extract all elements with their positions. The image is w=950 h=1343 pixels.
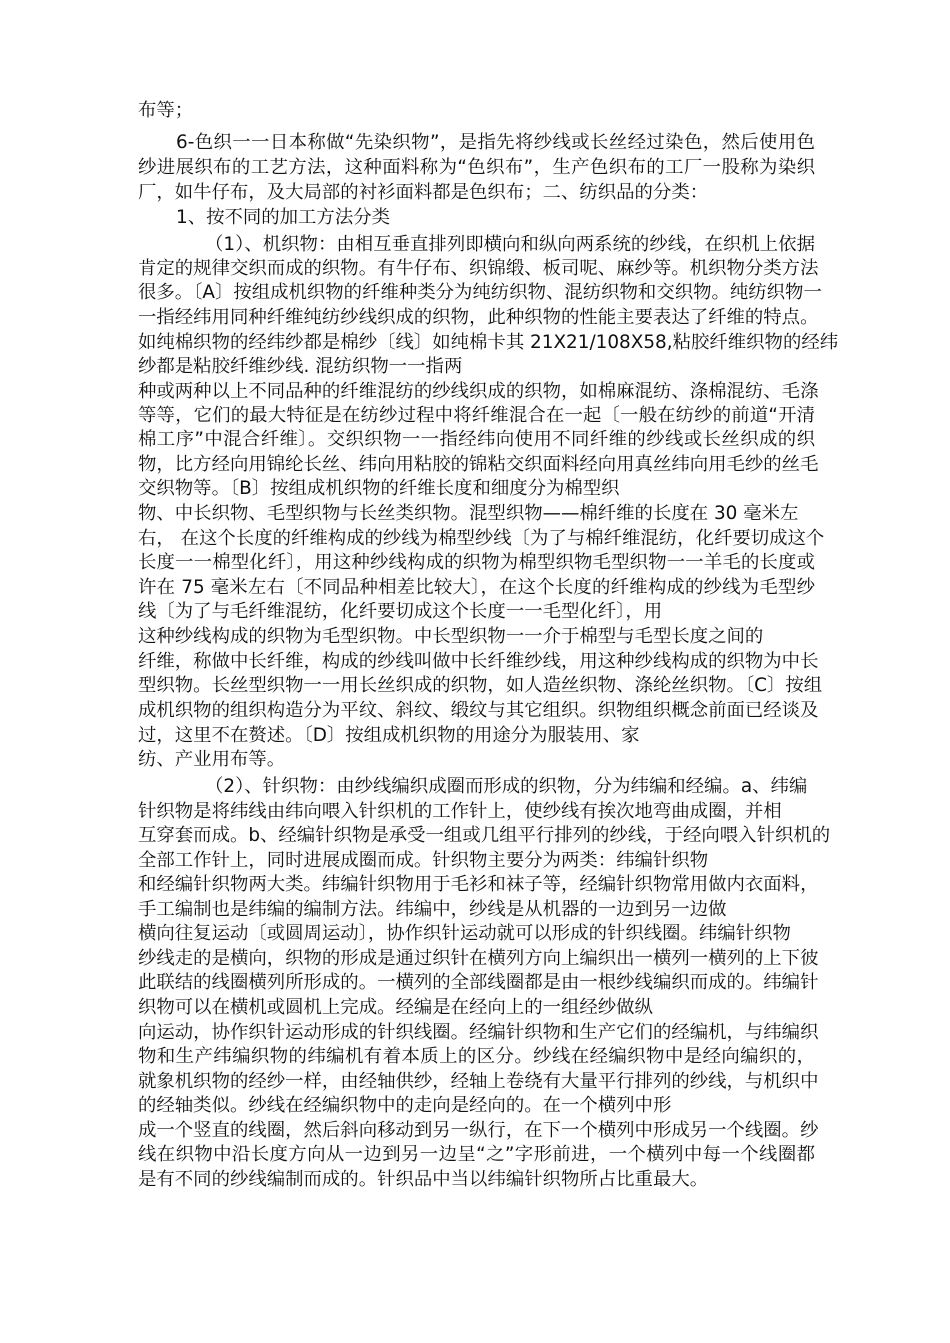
text-line: 棉工序”中混合纤维〕。交织织物一一指经纬向使用不同纤维的纱线或长丝织成的织 (138, 429, 815, 450)
text-line: 物和生产纬编织物的纬编机有着本质上的区分。纱线在经编织物中是经向编织的， (138, 1046, 815, 1067)
text-line: 横向往复运动〔或圆周运动〕，协作织针运动就可以形成的针织线圈。纬编针织物 (138, 923, 791, 944)
text-line: 等等，它们的最大特征是在纺纱过程中将纤维混合在一起〔一般在纺纱的前道“开清 (138, 405, 815, 426)
text-line: 此联结的线圈横列所形成的。一横列的全部线圈都是由一根纱线编织而成的。纬编针 (138, 972, 819, 993)
text-line: 纱都是粘胶纤维纱线. 混纺织物一一指两 (138, 356, 463, 377)
text-line: 织物可以在横机或圆机上完成。经编是在经向上的一组经纱做纵 (138, 997, 653, 1018)
text-line: 纱线走的是横向，织物的形成是通过织针在横列方向上编织出一横列一横列的上下彼 (138, 948, 819, 969)
text-line: 物，比方经向用锦纶长丝、纬向用粘胶的锦粘交织面料经向用真丝纬向用毛纱的丝毛 (138, 454, 819, 475)
text-line: 6-色织一一日本称做“先染织物”，是指先将纱线或长丝经过染色，然后使用色 (176, 132, 815, 153)
text-line: 很多。〔A〕按组成机织物的纤维种类分为纯纺织物、混纺织物和交织物。纯纺织物一 (138, 282, 822, 303)
text-line: 物、中长织物、毛型织物与长丝类织物。混型织物——棉纤维的长度在 30 毫米左 (138, 503, 799, 524)
text-line: 肯定的规律交织而成的织物。有牛仔布、织锦缎、板司呢、麻纱等。机织物分类方法 (138, 258, 819, 279)
text-line: 一指经纬用同种纤维纯纺纱线织成的织物，此种织物的性能主要表达了纤维的特点。 (138, 307, 819, 328)
text-line: 向运动，协作织针运动形成的针织线圈。经编针织物和生产它们的经编机，与纬编织 (138, 1022, 819, 1043)
text-line: 成机织物的组织构造分为平纹、斜纹、缎纹与其它组织。织物组织概念前面已经谈及 (138, 700, 819, 721)
text-line: 的经轴类似。纱线在经编织物中的走向是经向的。在一个横列中形 (138, 1095, 672, 1116)
text-line: 厂，如牛仔布，及大局部的衬衫面料都是色织布；二、纺织品的分类： (138, 182, 709, 203)
text-line: 种或两种以上不同品种的纤维混纺的纱线织成的织物，如棉麻混纺、涤棉混纺、毛涤 (138, 381, 819, 402)
text-line: 型织物。长丝型织物一一用长丝织成的织物，如人造丝织物、涤纶丝织物。〔C〕按组 (138, 675, 823, 696)
text-line: 线〔为了与毛纤维混纺，化纤要切成这个长度一一毛型化纤〕，用 (138, 601, 663, 622)
text-line: 这种纱线构成的织物为毛型织物。中长型织物一一介于棉型与毛型长度之间的 (138, 626, 764, 647)
text-line: 针织物是将纬线由纬向喂入针织机的工作针上，使纱线有挨次地弯曲成圈，并相 (138, 801, 782, 822)
text-line: 过，这里不在赘述。〔D〕按组成机织物的用途分为服装用、家 (138, 725, 640, 746)
text-line: 交织物等。〔B〕按组成机织物的纤维长度和细度分为棉型织 (138, 478, 620, 499)
text-line: 许在 75 毫米左右〔不同品种相差比较大〕，在这个长度的纤维构成的纱线为毛型纱 (138, 577, 815, 598)
text-line: 线在织物中沿长度方向从一边到另一边呈“之”字形前进，一个横列中每一个线圈都 (138, 1144, 815, 1165)
text-line: 手工编制也是纬编的编制方法。纬编中，纱线是从机器的一边到另一边做 (138, 899, 727, 920)
text-line: 和经编针织物两大类。纬编针织物用于毛衫和袜子等，经编针织物常用做内衣面料， (138, 874, 819, 895)
text-line: （2）、针织物：由纱线编织成圈而形成的织物，分为纬编和经编。a、纬编 (205, 776, 808, 797)
text-line: 长度一一棉型化纤〕，用这种纱线构成的织物为棉型织物毛型织物一一羊毛的长度或 (138, 552, 815, 573)
text-line: （1）、机织物：由相互垂直排列即横向和纵向两系统的纱线，在织机上依据 (205, 234, 815, 255)
text-line: 纱进展织布的工艺方法，这种面料称为“色织布”，生产色织布的工厂一股称为染织 (138, 157, 815, 178)
text-line: 如纯棉织物的经纬纱都是棉纱〔线〕如纯棉卡其 21X21/108X58,粘胶纤维织物的经纬 (138, 332, 839, 353)
text-line: 纺、产业用布等。 (138, 749, 286, 770)
text-line: 互穿套而成。b、经编针织物是承受一组或几组平行排列的纱线，于经向喂入针织机的 (138, 825, 831, 846)
text-line: 纤维，称做中长纤维，构成的纱线叫做中长纤维纱线，用这种纱线构成的织物为中长 (138, 651, 819, 672)
text-line: 右， 在这个长度的纤维构成的纱线为棉型纱线〔为了与棉纤维混纺，化纤要切成这个 (138, 528, 825, 549)
text-line: 成一个竖直的线圈，然后斜向移动到另一纵行，在下一个横列中形成另一个线圈。纱 (138, 1120, 819, 1141)
section-heading: 1、按不同的加工方法分类 (176, 207, 390, 228)
text-line: 全部工作针上，同时进展成圈而成。针织物主要分为两类：纬编针织物 (138, 850, 709, 871)
text-line: 布等； (138, 100, 194, 121)
text-line: 就象机织物的经纱一样，由经轴供纱，经轴上卷绕有大量平行排列的纱线，与机织中 (138, 1071, 819, 1092)
text-line: 是有不同的纱线编制而成的。针织品中当以纬编针织物所占比重最大。 (138, 1169, 709, 1190)
